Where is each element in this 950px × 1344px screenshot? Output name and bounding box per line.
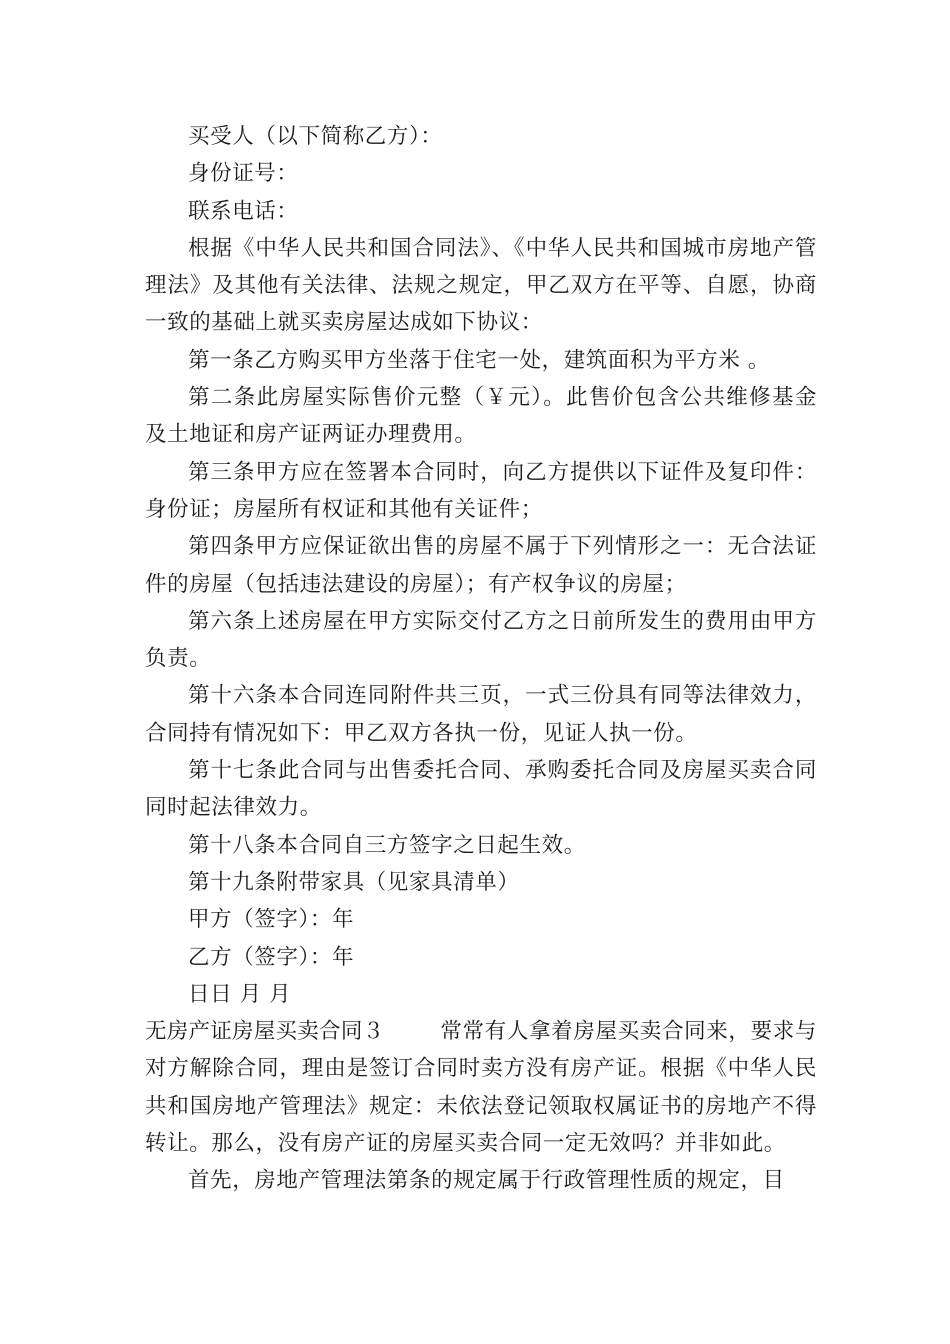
article-2: 第二条此房屋实际售价元整（￥元）。此售价包含公共维修基金及土地证和房产证两证办理费用。 (145, 385, 817, 448)
article-16: 第十六条本合同连同附件共三页，一式三份具有同等法律效力，合同持有情况如下：甲乙双方各执一份，见证人执一份。 (145, 683, 817, 746)
id-number-line: 身份证号： (188, 161, 299, 187)
article-17: 第十七条此合同与出售委托合同、承购委托合同及房屋买卖合同同时起法律效力。 (145, 758, 817, 821)
first-point-paragraph: 首先，房地产管理法第条的规定属于行政管理性质的规定，目 (188, 1168, 785, 1194)
article-4: 第四条甲方应保证欲出售的房屋不属于下列情形之一：无合法证件的房屋（包括违法建设的房屋）；有产权争议的房屋； (145, 534, 817, 597)
date-line: 日日 月 月 (188, 981, 292, 1007)
phone-line: 联系电话： (188, 198, 299, 224)
preamble-paragraph: 根据《中华人民共和国合同法》、《中华人民共和国城市房地产管理法》及其他有关法律、法规之规定，甲乙双方在平等、自愿，协商一致的基础上就买卖房屋达成如下协议： (145, 235, 817, 336)
article-6: 第六条上述房屋在甲方实际交付乙方之日前所发生的费用由甲方负责。 (145, 608, 817, 672)
article-1: 第一条乙方购买甲方坐落于住宅一处，建筑面积为平方米 。 (188, 347, 771, 373)
article-3: 第三条甲方应在签署本合同时，向乙方提供以下证件及复印件：身份证；房屋所有权证和其他有关证件； (145, 459, 817, 522)
section-3-paragraph (145, 1013, 817, 1162)
party-b-signature: 乙方（签字）：年 (188, 944, 355, 970)
article-18: 第十八条本合同自三方签字之日起生效。 (188, 832, 586, 858)
contract-body (145, 118, 817, 1200)
section-3-intro: 常常有人拿着房屋买卖合同来，要求与对方解除合同，理由是签订合同时卖方没有房产证。根据《中华人民共和国房地产管理法》规定：未依法登记领取权属证书的房地产不得转让。那么，没有房产证的房屋买卖合同一定无效吗？并非如此。 (145, 1019, 817, 1157)
buyer-line: 买受人（以下简称乙方）： (188, 124, 443, 149)
section-3-title: 无房产证房屋买卖合同３ (145, 1019, 385, 1045)
article-19: 第十九条附带家具（见家具清单） (188, 869, 520, 895)
party-a-signature: 甲方（签字）：年 (188, 907, 355, 933)
